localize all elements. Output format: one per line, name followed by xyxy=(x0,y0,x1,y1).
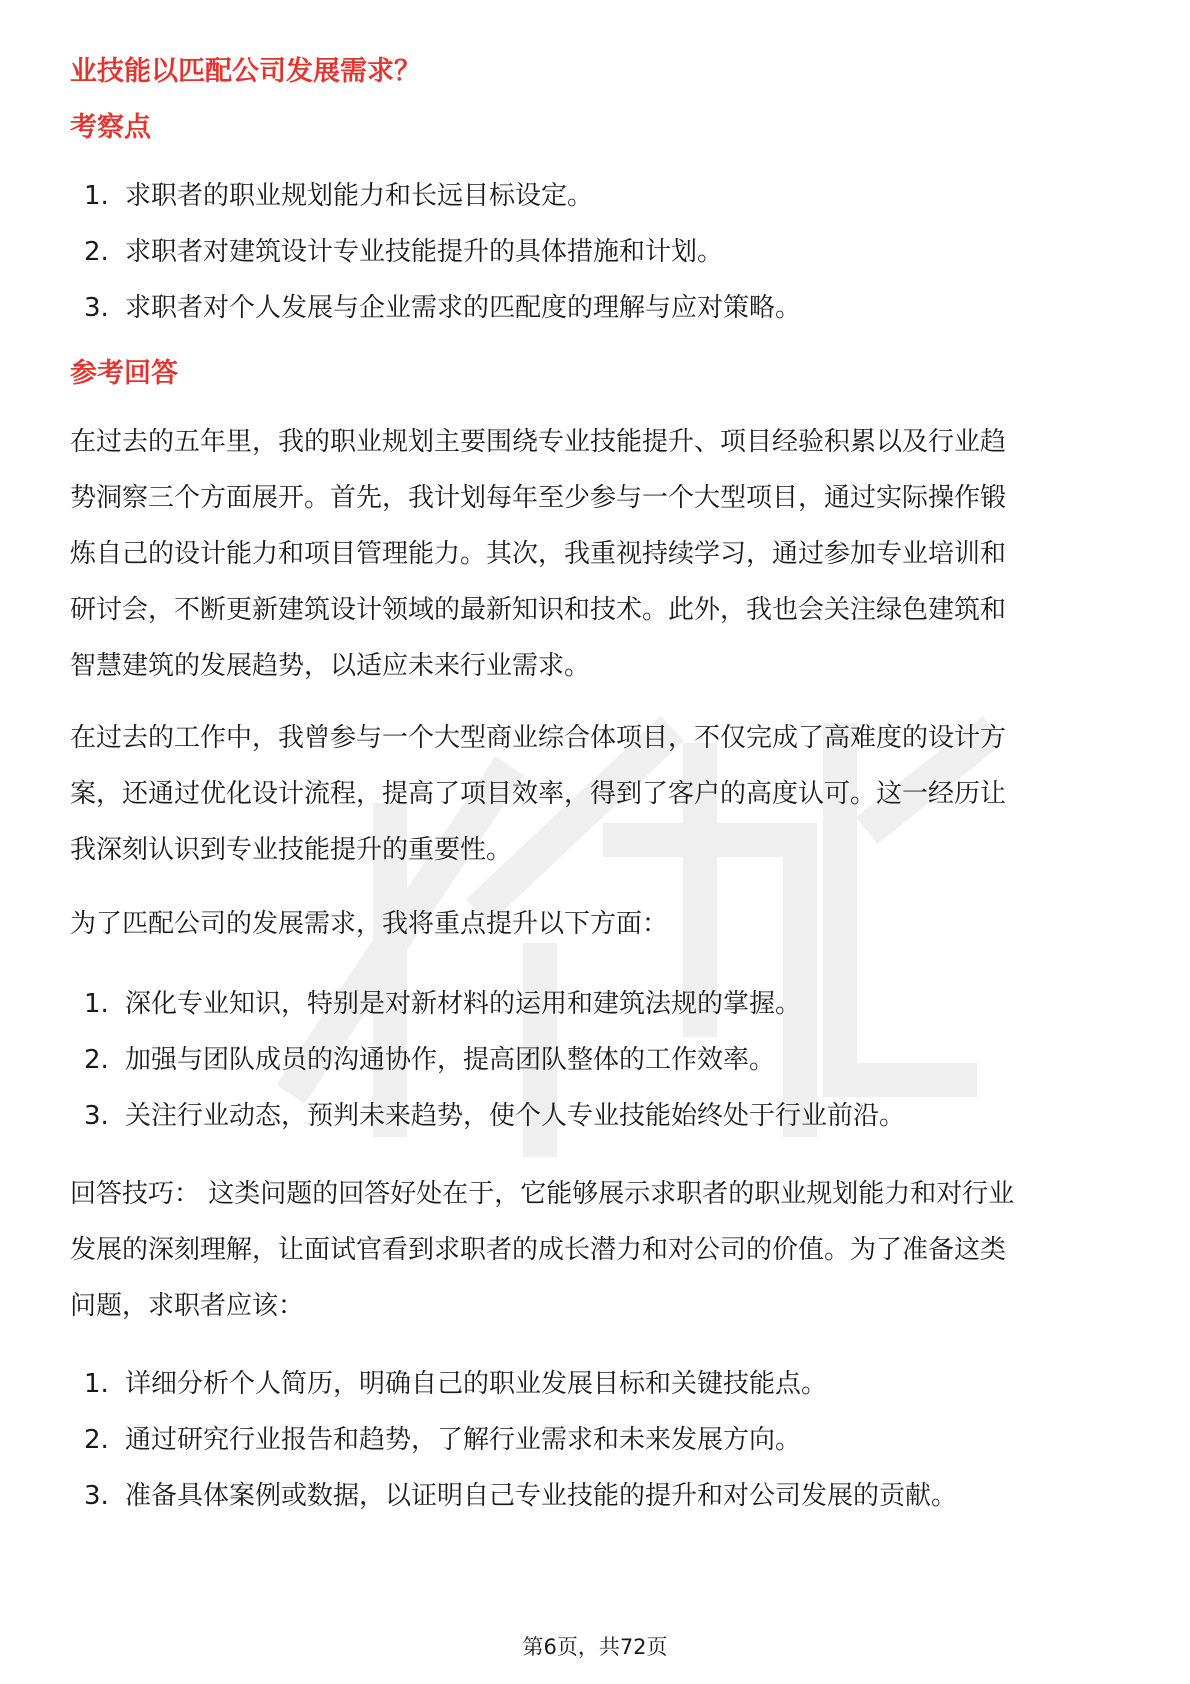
text-line: 问题，求职者应该： xyxy=(70,1291,305,1321)
list-text: 关注行业动态，预判未来趋势，使个人专业技能始终处于行业前沿。 xyxy=(125,1101,906,1131)
list-item xyxy=(70,1412,1130,1468)
text-line: 案，还通过优化设计流程，提高了项目效率，得到了客户的高度认可。这一经历让 xyxy=(70,779,1007,809)
list-text: 求职者的职业规划能力和长远目标设定。 xyxy=(125,181,594,211)
text-line: 回答技巧： 这类问题的回答好处在于，它能够展示求职者的职业规划能力和对行业 xyxy=(70,1179,1015,1209)
text-line: 在过去的五年里，我的职业规划主要围绕专业技能提升、项目经验积累以及行业趋 xyxy=(70,427,1007,457)
section-title-answer: 参考回答 xyxy=(70,358,178,389)
list-item xyxy=(70,224,1130,280)
text-line: 势洞察三个方面展开。首先，我计划每年至少参与一个大型项目，通过实际操作锻 xyxy=(70,483,1007,513)
list-item xyxy=(70,976,1130,1032)
list-text: 求职者对建筑设计专业技能提升的具体措施和计划。 xyxy=(125,237,724,267)
answer-paragraph-2 xyxy=(70,710,1130,878)
list-number: 3. xyxy=(84,1481,109,1511)
list-item xyxy=(70,1032,1130,1088)
section-title-points: 考察点 xyxy=(70,112,151,143)
list-number: 3. xyxy=(84,1101,109,1131)
tips-list xyxy=(70,1356,1130,1524)
list-number: 3. xyxy=(84,293,109,323)
list-number: 2. xyxy=(84,1045,109,1075)
list-text: 加强与团队成员的沟通协作，提高团队整体的工作效率。 xyxy=(125,1045,776,1075)
text-line: 研讨会，不断更新建筑设计领域的最新知识和技术。此外，我也会关注绿色建筑和 xyxy=(70,595,1007,625)
list-text: 通过研究行业报告和趋势，了解行业需求和未来发展方向。 xyxy=(125,1425,802,1455)
text-line: 为了匹配公司的发展需求，我将重点提升以下方面： xyxy=(70,909,669,939)
text-line: 我深刻认识到专业技能提升的重要性。 xyxy=(70,835,513,865)
tips-paragraph xyxy=(70,1166,1130,1334)
answer-list xyxy=(70,976,1130,1144)
list-text: 准备具体案例或数据，以证明自己专业技能的提升和对公司发展的贡献。 xyxy=(125,1481,958,1511)
list-number: 1. xyxy=(84,181,109,211)
list-item xyxy=(70,1468,1130,1524)
list-text: 详细分析个人简历，明确自己的职业发展目标和关键技能点。 xyxy=(125,1369,828,1399)
page-number-footer: 第6页，共72页 xyxy=(522,1635,668,1659)
list-number: 2. xyxy=(84,237,109,267)
text-line: 智慧建筑的发展趋势，以适应未来行业需求。 xyxy=(70,651,591,681)
text-line: 发展的深刻理解，让面试官看到求职者的成长潜力和对公司的价值。为了准备这类 xyxy=(70,1235,1007,1265)
answer-paragraph-1 xyxy=(70,414,1130,694)
list-number: 2. xyxy=(84,1425,109,1455)
list-number: 1. xyxy=(84,1369,109,1399)
list-item xyxy=(70,1356,1130,1412)
list-number: 1. xyxy=(84,989,109,1019)
answer-paragraph-3 xyxy=(70,896,1130,952)
list-item xyxy=(70,1088,1130,1144)
points-list xyxy=(70,168,1130,336)
list-text: 深化专业知识，特别是对新材料的运用和建筑法规的掌握。 xyxy=(125,989,802,1019)
list-item xyxy=(70,168,1130,224)
text-line: 在过去的工作中，我曾参与一个大型商业综合体项目，不仅完成了高难度的设计方 xyxy=(70,723,1007,753)
text-line: 炼自己的设计能力和项目管理能力。其次，我重视持续学习，通过参加专业培训和 xyxy=(70,539,1007,569)
list-item xyxy=(70,280,1130,336)
list-text: 求职者对个人发展与企业需求的匹配度的理解与应对策略。 xyxy=(125,293,802,323)
top-heading: 业技能以匹配公司发展需求？ xyxy=(70,56,421,87)
